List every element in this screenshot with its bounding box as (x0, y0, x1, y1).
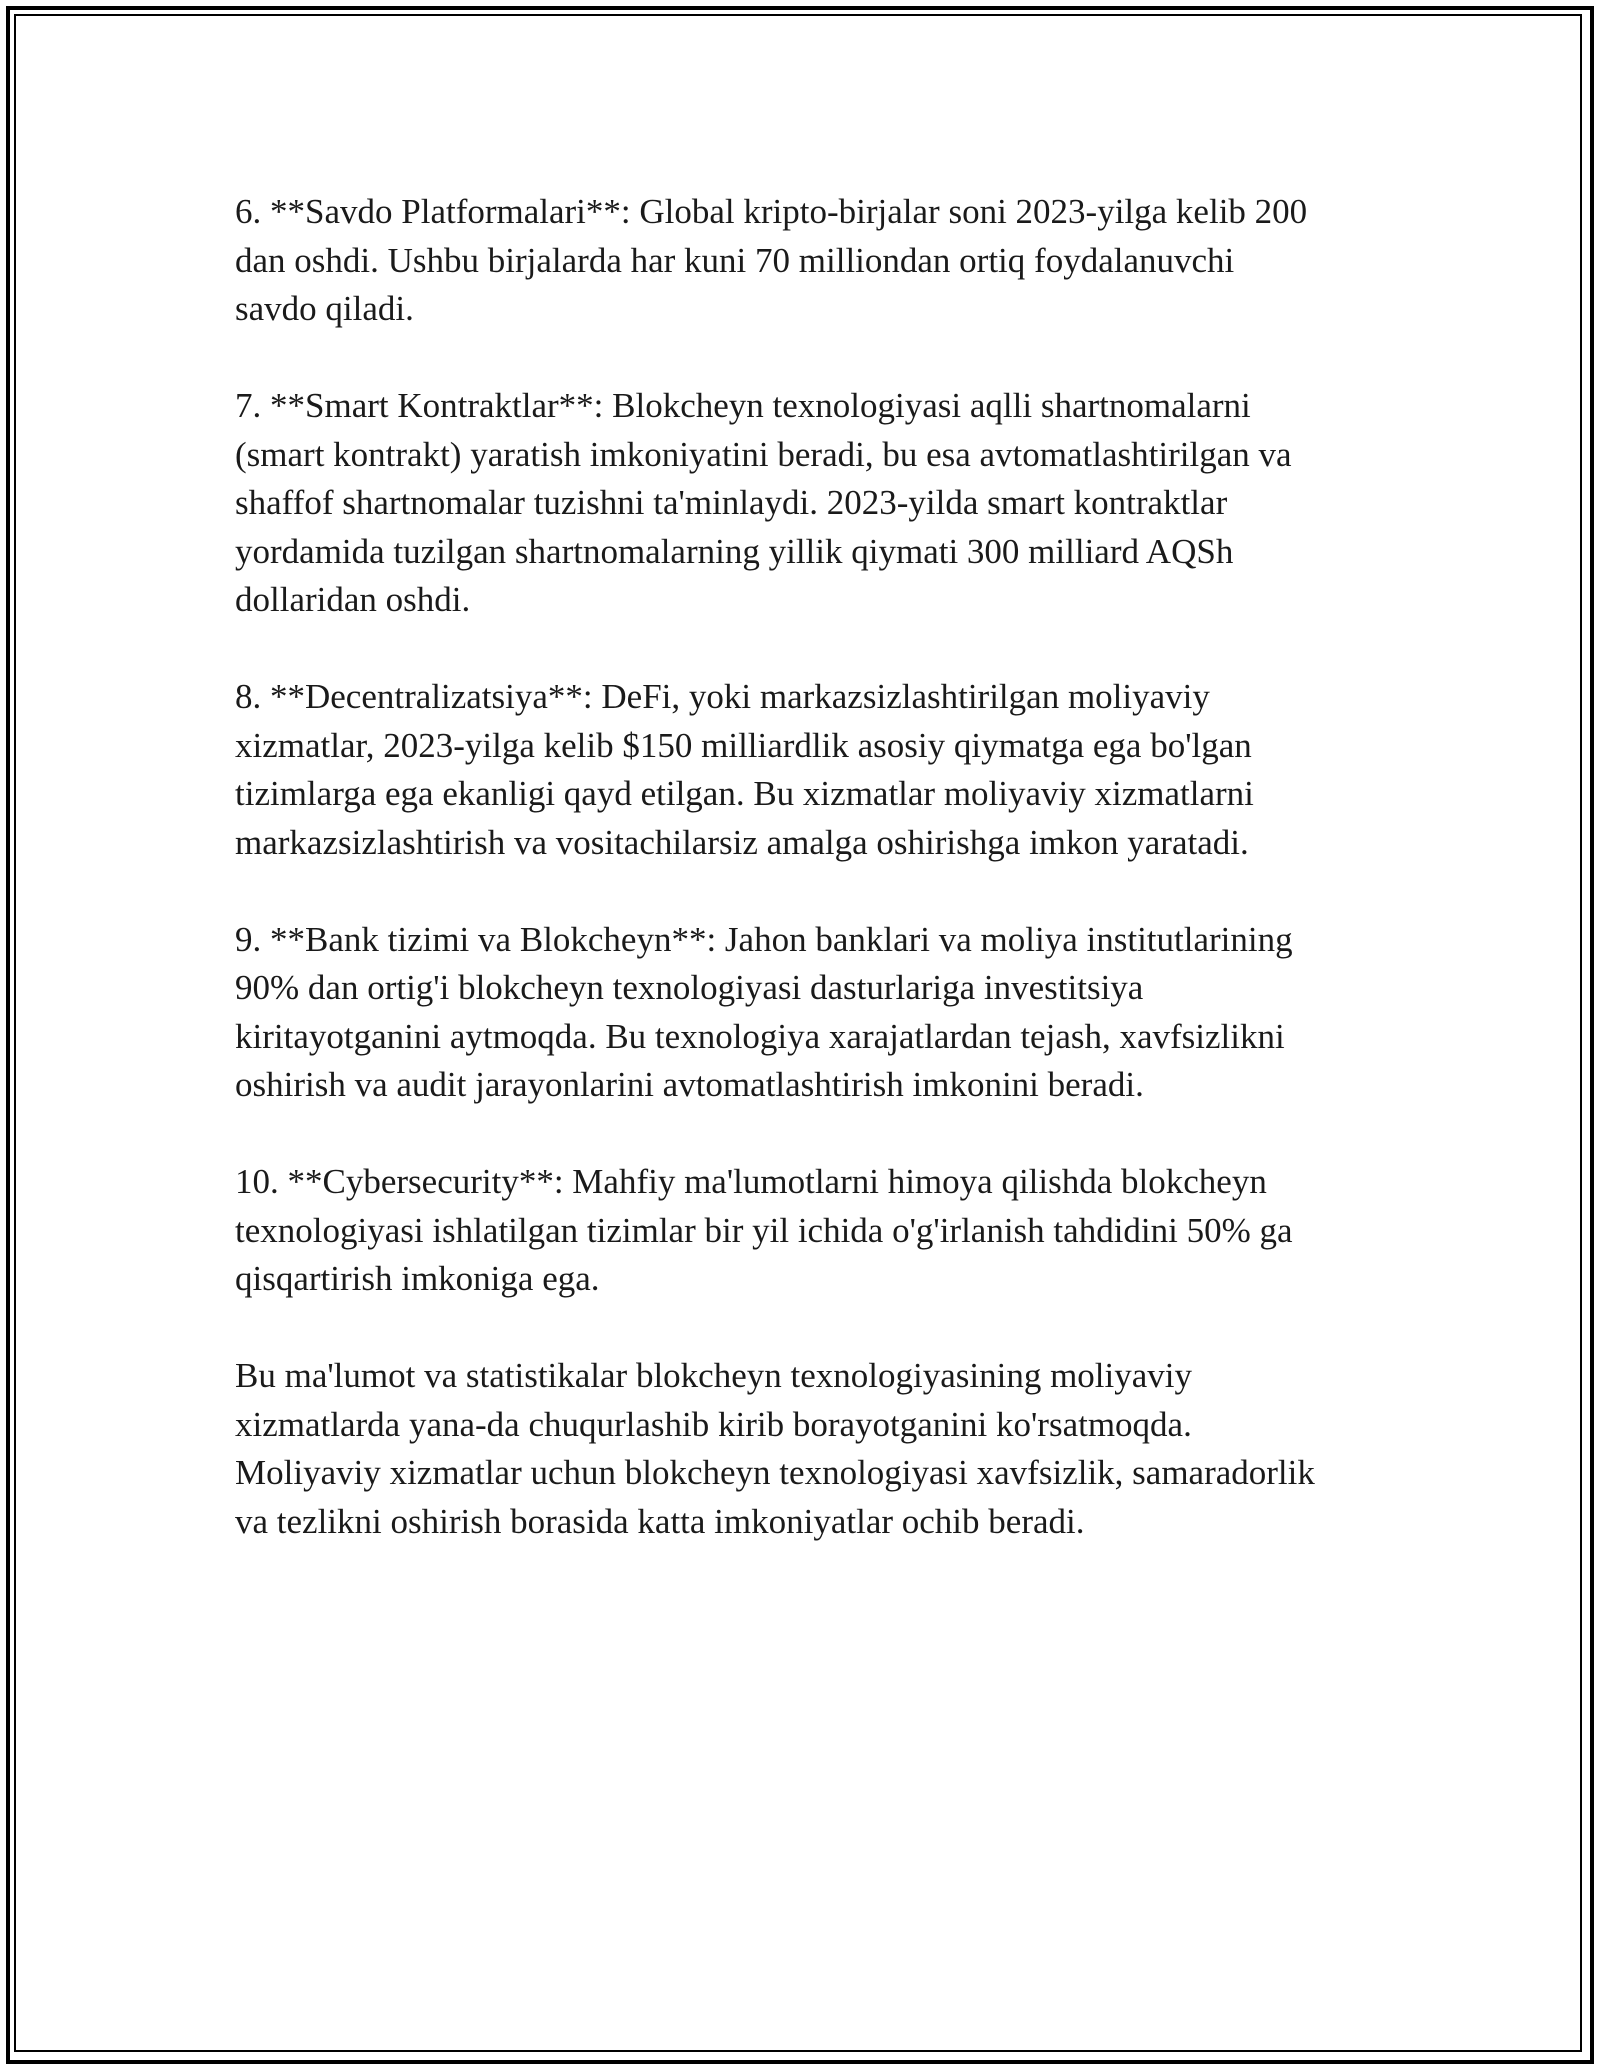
paragraph-conclusion: Bu ma'lumot va statistikalar blokcheyn texnologiyasining moliyaviy xizmatlarda yana-da chuqurlashib kirib borayotganini ko'rsatmoqda. Moliyaviy xizmatlar uchun blokcheyn texnologiyasi xavfsizlik, samaradorlik va tezlikni oshirish borasida katta imkoniyatlar ochib beradi. (235, 1356, 1315, 1541)
paragraph-savdo-platformalari: 6. **Savdo Platformalari**: Global kripto-birjalar soni 2023-yilga kelib 200 dan oshdi. Ushbu birjalarda har kuni 70 milliondan ortiq foydalanuvchi savdo qiladi. (235, 192, 1308, 328)
document-body (235, 188, 1375, 1595)
paragraph-smart-kontraktlar: 7. **Smart Kontraktlar**: Blokcheyn texnologiyasi aqlli shartnomalarni (smart kontrakt) yaratish imkoniyatini beradi, bu esa avtomatlashtirilgan va shaffof shartnomalar tuzishni ta'minlaydi. 2023-yilda smart kontraktlar yordamida tuzilgan shartnomalarning yillik qiymati 300 milliard AQSh dollaridan oshdi. (235, 386, 1292, 619)
paragraph-bank-tizimi: 9. **Bank tizimi va Blokcheyn**: Jahon banklari va moliya institutlarining 90% dan ortig'i blokcheyn texnologiyasi dasturlariga investitsiya kiritayotganini aytmoqda. Bu texnologiya xarajatlardan tejash, xavfsizlikni oshirish va audit jarayonlarini avtomatlashtirish imkonini beradi. (235, 919, 1293, 1104)
paragraph-cybersecurity: 10. **Cybersecurity**: Mahfiy ma'lumotlarni himoya qilishda blokcheyn texnologiyasi ishlatilgan tizimlar bir yil ichida o'g'irlanish tahdidini 50% ga qisqartirish imkoniga ega. (235, 1162, 1293, 1298)
paragraph-decentralizatsiya: 8. **Decentralizatsiya**: DeFi, yoki markazsizlashtirilgan moliyaviy xizmatlar, 2023-yilga kelib $150 milliardlik asosiy qiymatga ega bo'lgan tizimlarga ega ekanligi qayd etilgan. Bu xizmatlar moliyaviy xizmatlarni markazsizlashtirish va vositachilarsiz amalga oshirishga imkon yaratadi. (235, 677, 1254, 862)
